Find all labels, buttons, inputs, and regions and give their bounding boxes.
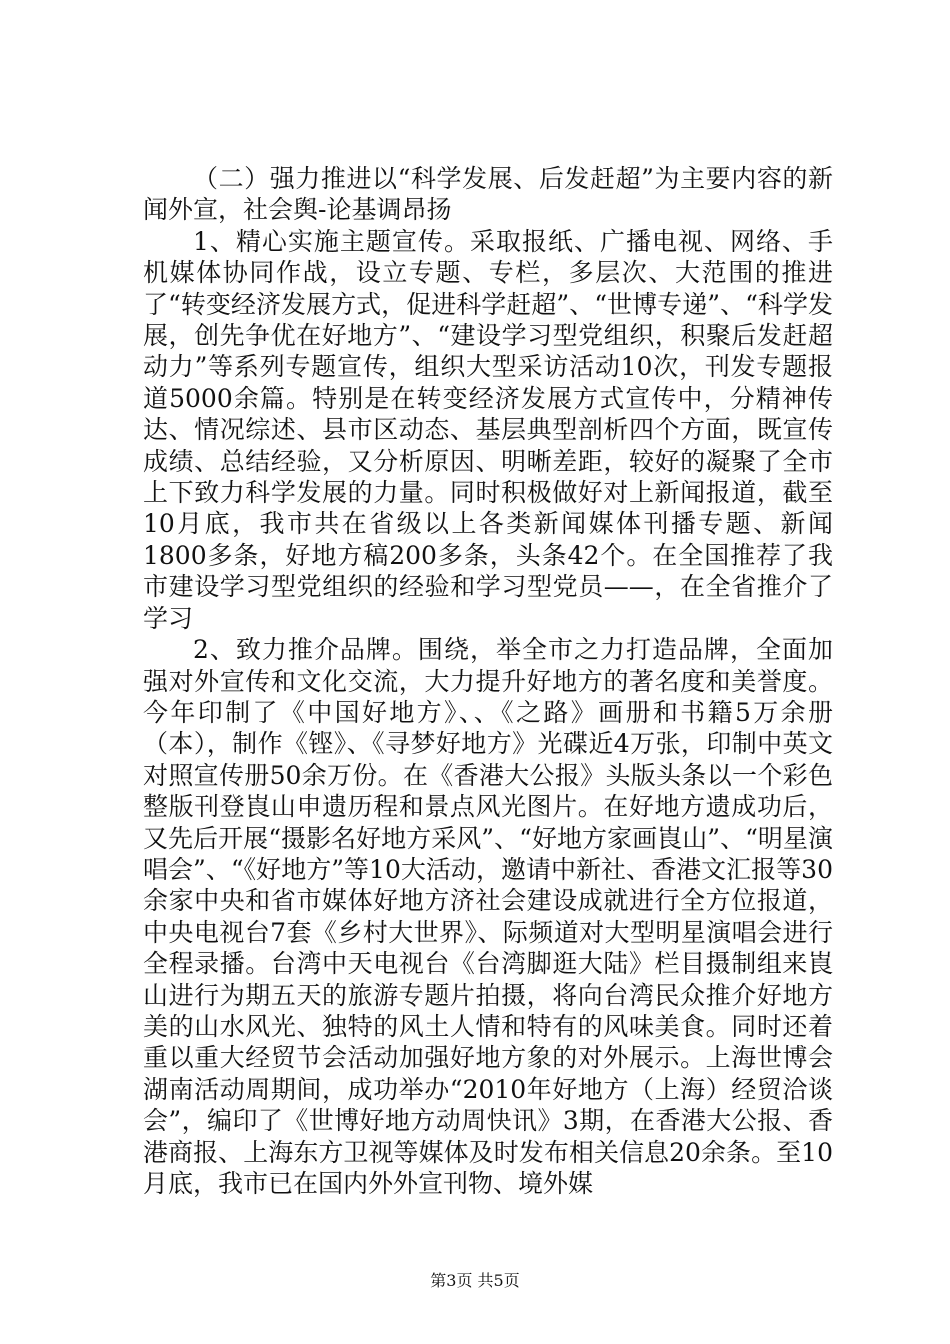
page-number-footer: 第3页 共5页 (430, 1271, 520, 1290)
body-paragraph-brand-promotion: 2、致力推介品牌。围绕，举全市之力打造品牌，全面加强对外宣传和文化交流，大力提升好地方的著名度和美誉度。今年印制了《中国好地方》、、《之路》画册和书籍5万余册（本），制作《铿》、《寻梦好地方》光碟近4万张，印制中英文对照宣传册50余万份。在《香港大公报》头版头条以一个彩色整版刊登崀山申遗历程和景点风光图片。在好地方遗成功后，又先后开展“摄影名好地方采风”、“好地方家画崀山”、“明星演唱会”、“《好地方”等10大活动，邀请中新社、香港文汇报等30余家中央和省市媒体好地方济社会建设成就进行全方位报道，中央电视台7套《乡村大世界》、际频道对大型明星演唱会进行全程录播。台湾中天电视台《台湾脚逛大陆》栏目摄制组来崀山进行为期五天的旅游专题片拍摄，将向台湾民众推介好地方美的山水风光、独特的风土人情和特有的风味美食。同时还着重以重大经贸节会活动加强好地方象的对外展示。上海世博会湖南活动周期间，成功举办“2010年好地方（上海）经贸洽谈会”，编印了《世博好地方动周快讯》3期，在香港大公报、香港商报、上海东方卫视等媒体及时发布相关信息20余条。至10月底，我市已在国内外外宣刊物、境外媒 (143, 635, 833, 1198)
section-heading-paragraph: （二）强力推进以“科学发展、后发赶超”为主要内容的新闻外宣，社会舆-论基调昂扬 (143, 164, 833, 225)
document-body (143, 163, 833, 1199)
body-paragraph-theme-publicity: 1、精心实施主题宣传。采取报纸、广播电视、网络、手机媒体协同作战，设立专题、专栏，多层次、大范围的推进了“转变经济发展方式，促进科学赶超”、“世博专递”、“科学发展，创先争优在好地方”、“建设学习型党组织，积聚后发赶超动力”等系列专题宣传，组织大型采访活动10次，刊发专题报道5000余篇。特别是在转变经济发展方式宣传中，分精神传达、情况综述、县市区动态、基层典型剖析四个方面，既宣传成绩、总结经验，又分析原因、明晰差距，较好的凝聚了全市上下致力科学发展的力量。同时积极做好对上新闻报道，截至10月底，我市共在省级以上各类新闻媒体刊播专题、新闻1800多条，好地方稿200多条，头条42个。在全国推荐了我市建设学习型党组织的经验和学习型党员——，在全省推介了学习 (143, 226, 833, 633)
